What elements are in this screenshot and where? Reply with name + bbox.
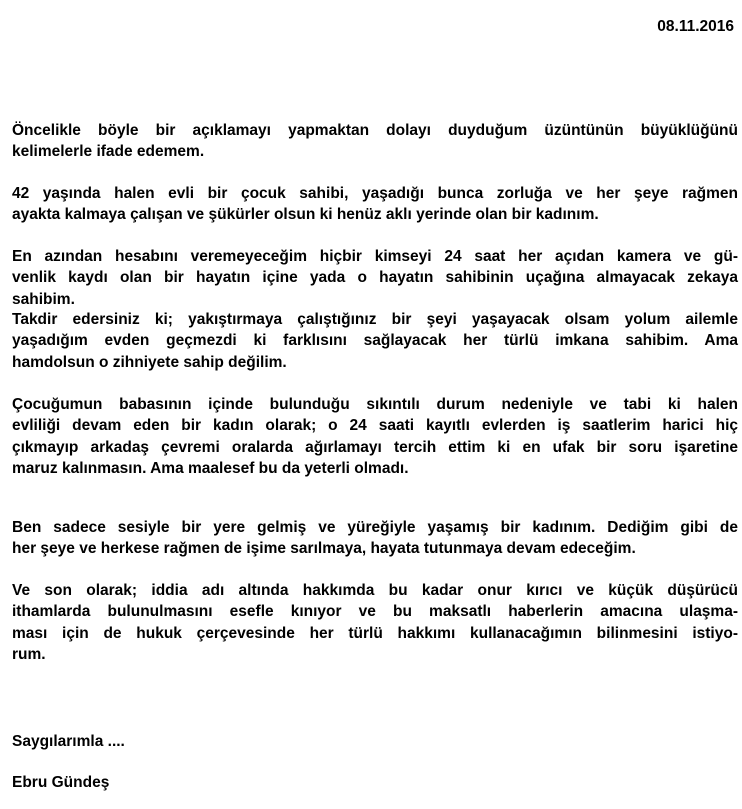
paragraph-line: En azından hesabını veremeyeceğim hiçbir kimseyi 24 saat her açıdan kamera ve gü- xyxy=(12,248,738,265)
paragraph-line: ithamlarda bulunulmasını esefle kınıyor ve bu maksatlı haberlerin amacına ulaşma- xyxy=(12,603,738,621)
paragraph-line: Ben sadece sesiyle bir yere gelmiş ve yüreğiyle yaşamış bir kadınım. Dediğim gibi de xyxy=(12,519,738,536)
paragraph-5 xyxy=(12,394,738,479)
paragraph-line: ayakta kalmaya çalışan ve şükürler olsun ki henüz aklı yerinde olan bir kadınım. xyxy=(12,206,599,224)
paragraph-line: yaşadığım evden geçmezdi ki farklısını sağlayacak her türlü imkana sahibim. Ama xyxy=(12,332,738,350)
closing-salutation: Saygılarımla .... xyxy=(12,733,125,750)
signature-name: Ebru Gündeş xyxy=(12,774,110,791)
paragraph-3 xyxy=(12,246,738,310)
letter-date: 08.11.2016 xyxy=(657,18,734,35)
paragraph-6 xyxy=(12,517,738,560)
paragraph-line: ması için de hukuk çerçevesinde her türlü hakkımı kullanacağımın bilinmesini istiyo- xyxy=(12,624,738,642)
paragraph-2 xyxy=(12,183,738,226)
paragraph-line: çıkmayıp arkadaş çevremi oralarda ağırlamayı tercih ettim ki en ufak bir soru işaretine xyxy=(12,438,738,456)
paragraph-7 xyxy=(12,580,738,665)
paragraph-line: Takdir edersiniz ki; yakıştırmaya çalıştığınız bir şeyi yaşayacak olsam yolum ailemle xyxy=(12,311,738,328)
paragraph-line: venlik kaydı olan bir hayatın içine yada o hayatın sahibinin uçağına almayacak zekaya xyxy=(12,269,738,287)
paragraph-line: her şeye ve herkese rağmen de işime sarılmaya, hayata tutunmaya devam edeceğim. xyxy=(12,540,636,558)
paragraph-line: rum. xyxy=(12,645,46,663)
paragraph-line: Öncelikle böyle bir açıklamayı yapmaktan dolayı duyduğum üzüntünün büyüklüğünü xyxy=(12,122,738,139)
paragraph-line: maruz kalınmasın. Ama maalesef bu da yeterli olmadı. xyxy=(12,459,409,477)
paragraph-line: Ve son olarak; iddia adı altında hakkımda bu kadar onur kırıcı ve küçük düşürücü xyxy=(12,582,738,599)
paragraph-line: sahibim. xyxy=(12,290,75,308)
paragraph-line: evliliği devam eden bir kadın olarak; o 24 saati kayıtlı evlerden iş saatlerim harici hiç xyxy=(12,417,738,435)
paragraph-1 xyxy=(12,120,738,163)
paragraph-line: hamdolsun o zihniyete sahip değilim. xyxy=(12,353,287,371)
paragraph-4 xyxy=(12,309,738,373)
paragraph-line: 42 yaşında halen evli bir çocuk sahibi, yaşadığı bunca zorluğa ve her şeye rağmen xyxy=(12,185,738,202)
paragraph-line: Çocuğumun babasının içinde bulunduğu sıkıntılı durum nedeniyle ve tabi ki halen xyxy=(12,396,738,413)
paragraph-line: kelimelerle ifade edemem. xyxy=(12,143,205,161)
